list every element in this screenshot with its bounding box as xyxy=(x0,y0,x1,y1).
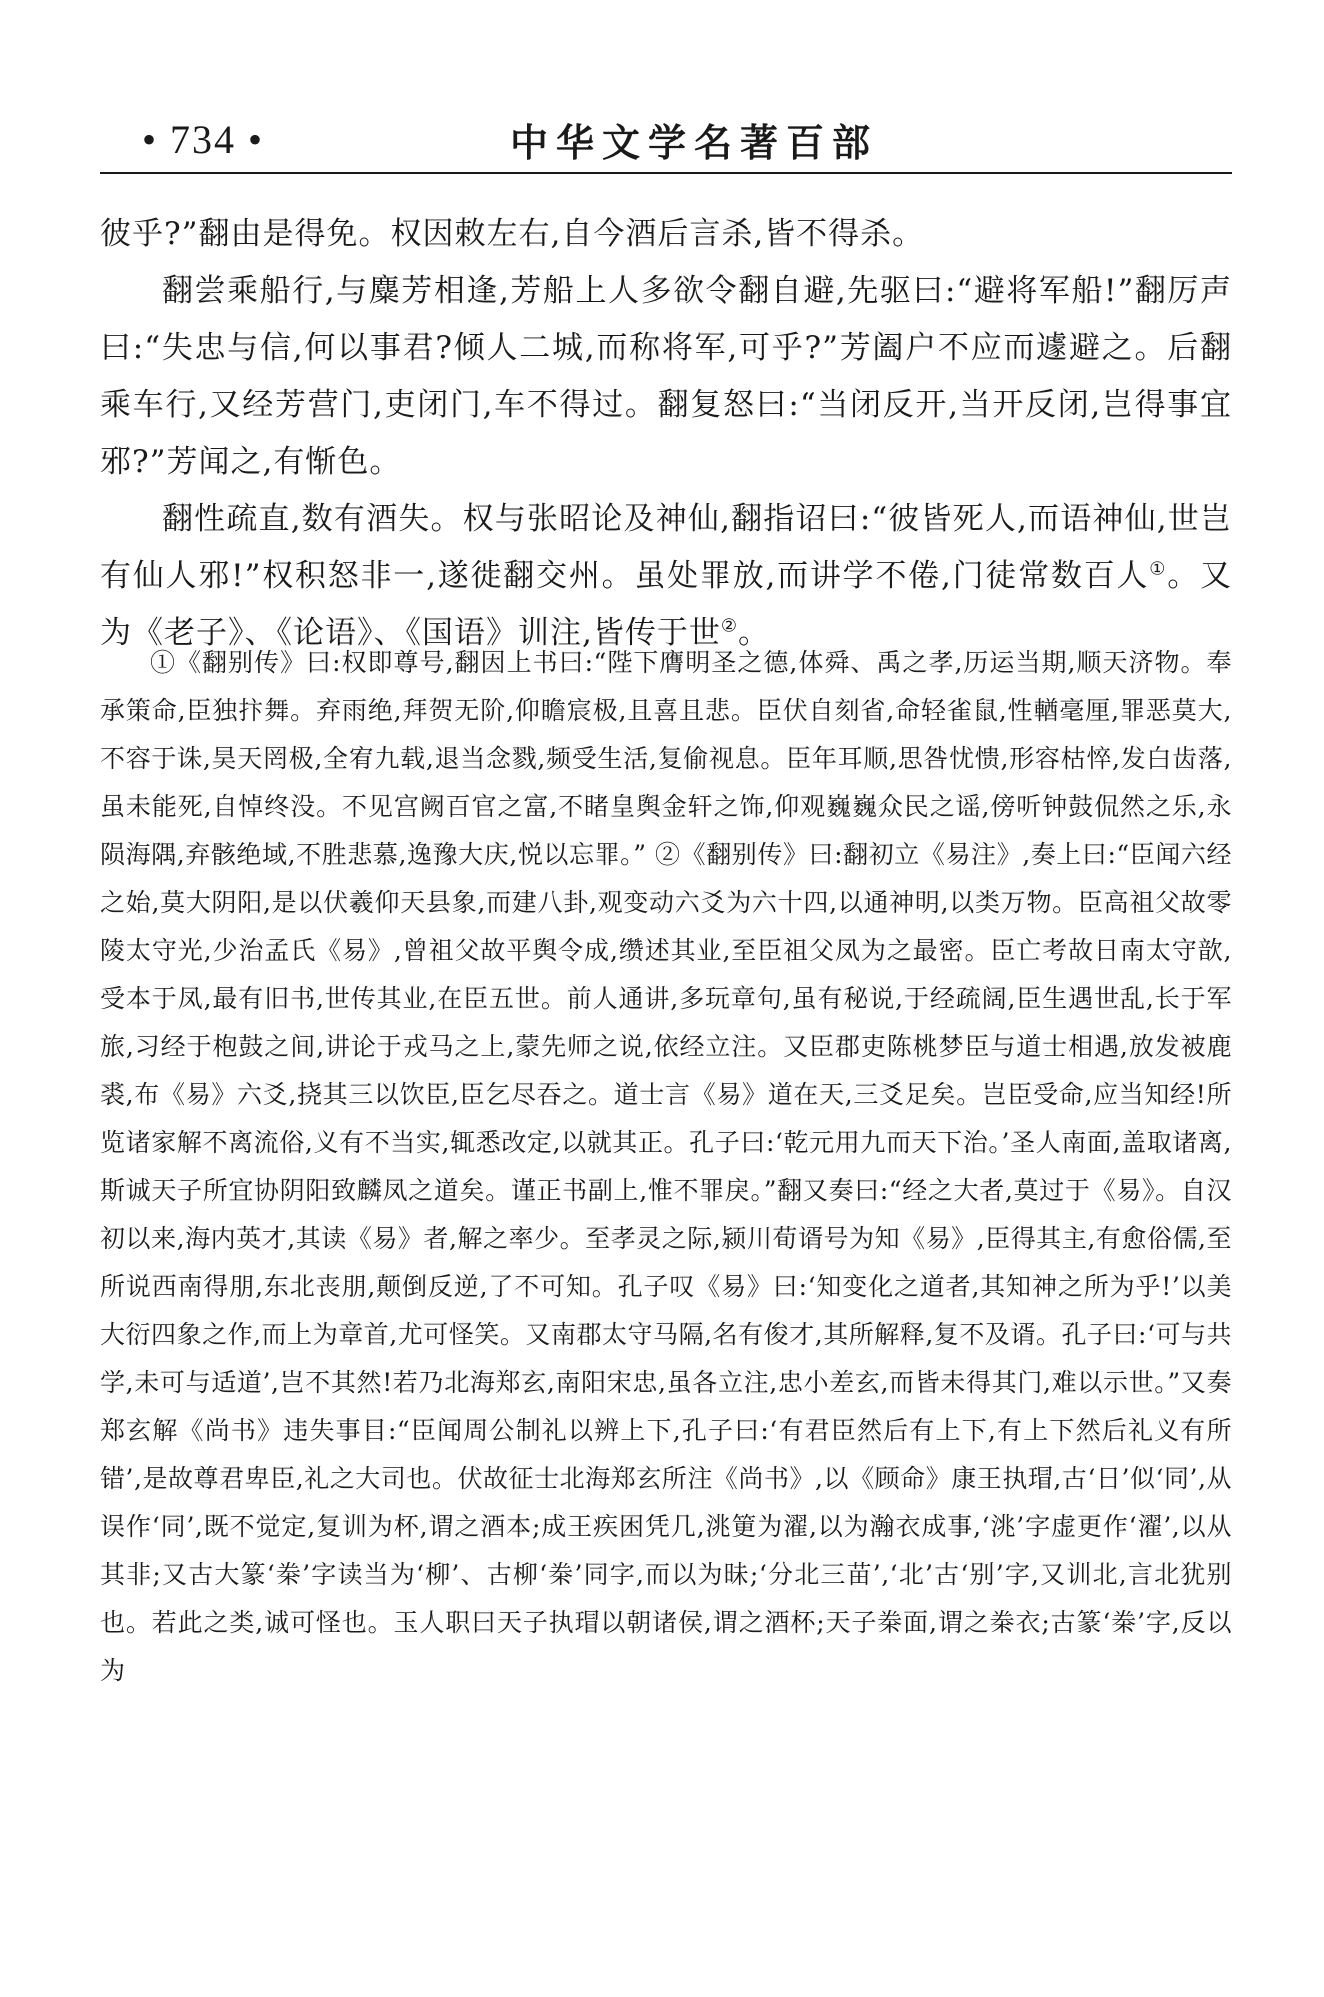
footnotes xyxy=(100,639,1232,1695)
paragraph-3-end: 。 xyxy=(738,615,770,651)
paragraph-3-text-2: 。又为《老子》、《论语》、《国语》训注,皆传于世 xyxy=(100,558,1232,651)
page-number: • 734 • xyxy=(142,117,265,162)
paragraph-2: 翻尝乘船行,与麋芳相逢,芳船上人多欲令翻自避,先驱曰:“避将军船!”翻厉声曰:“失忠与信,何以事君?倾人二城,而称将军,可乎?”芳阖户不应而遽避之。后翻乘车行,又经芳营门,吏闭门,车不得过。翻复怒曰:“当闭反开,当开反闭,岂得事宜邪?”芳闻之,有惭色。 xyxy=(100,273,1232,480)
footnote-marker-1: ① xyxy=(1149,558,1168,580)
page-header xyxy=(100,112,1232,172)
main-text xyxy=(100,206,1232,662)
book-title: 中华文学名著百部 xyxy=(510,120,879,165)
paragraph-1: 彼乎?”翻由是得免。权因敕左右,自今酒后言杀,皆不得杀。 xyxy=(100,216,925,252)
paragraph-3-text: 翻性疏直,数有酒失。权与张昭论及神仙,翻指诏曰:“彼皆死人,而语神仙,世岂有仙人邪!”权积怒非一,遂徙翻交州。虽处罪放,而讲学不倦,门徒常数百人 xyxy=(100,501,1232,594)
footnote-marker-2: ② xyxy=(720,615,738,637)
paragraph-3 xyxy=(100,491,1232,662)
header-divider xyxy=(100,172,1232,174)
footnote-text: ①《翻别传》曰:权即尊号,翻因上书曰:“陛下膺明圣之德,体舜、禹之孝,历运当期,顺天济物。奉承策命,臣独抃舞。弃雨绝,拜贺无阶,仰瞻宸极,且喜且悲。臣伏自刻省,命轻雀鼠,性輶毫厘,罪恶莫大,不容于诛,昊天罔极,全宥九载,退当念戮,频受生活,复偷视息。臣年耳顺,思咎忧愦,形容枯悴,发白齿落,虽未能死,自悼终没。不见宫阙百官之富,不睹皇舆金轩之饰,仰观巍巍众民之谣,傍听钟鼓侃然之乐,永陨海隅,弃骸绝域,不胜悲慕,逸豫大庆,悦以忘罪。” ②《翻别传》曰:翻初立《易注》,奏上曰:“臣闻六经之始,莫大阴阳,是以伏羲仰天县象,而建八卦,观变动六爻为六十四,以通神明,以类万物。臣高祖父故零陵太守光,少治孟氏《易》,曾祖父故平舆令成,缵述其业,至臣祖父凤为之最密。臣亡考故日南太守歆,受本于凤,最有旧书,世传其业,在臣五世。前人通讲,多玩章句,虽有秘说,于经疏阔,臣生遇世乱,长于军旅,习经于枹鼓之间,讲论于戎马之上,蒙先师之说,依经立注。又臣郡吏陈桃梦臣与道士相遇,放发被鹿裘,布《易》六爻,挠其三以饮臣,臣乞尽吞之。道士言《易》道在天,三爻足矣。岂臣受命,应当知经!所览诸家解不离流俗,义有不当实,辄悉改定,以就其正。孔子曰:‘乾元用九而天下治。’圣人南面,盖取诸离,斯诚天子所宜协阴阳致麟凤之道矣。谨正书副上,惟不罪戾。”翻又奏曰:“经之大者,莫过于《易》。自汉初以来,海内英才,其读《易》者,解之率少。至孝灵之际,颍川荀谞号为知《易》,臣得其主,有愈俗儒,至所说西南得朋,东北丧朋,颠倒反逆,了不可知。孔子叹《易》曰:‘知变化之道者,其知神之所为乎!’以美大衍四象之作,而上为章首,尤可怪笑。又南郡太守马隔,名有俊才,其所解释,复不及谞。孔子曰:‘可与共学,未可与适道’,岂不其然!若乃北海郑玄,南阳宋忠,虽各立注,忠小差玄,而皆未得其门,难以示世。”又奏郑玄解《尚书》违失事目:“臣闻周公制礼以辨上下,孔子曰:‘有君臣然后有上下,有上下然后礼义有所错’,是故尊君卑臣,礼之大司也。伏故征士北海郑玄所注《尚书》,以《顾命》康王执瑁,古‘日’似‘同’,从误作‘同’,既不觉定,复训为杯,谓之酒本;成王疾困凭几,洮筻为濯,以为瀚衣成事,‘洮’字虚更作‘濯’,以从其非;又古大篆‘桊’字读当为‘柳’、古柳‘桊’同字,而以为昧;‘分北三苗’,‘北’古‘别’字,又训北,言北犹别也。若此之类,诚可怪也。玉人职曰天子执瑁以朝诸侯,谓之酒杯;天子桊面,谓之桊衣;古篆‘桊’字,反以为 xyxy=(100,648,1232,1685)
